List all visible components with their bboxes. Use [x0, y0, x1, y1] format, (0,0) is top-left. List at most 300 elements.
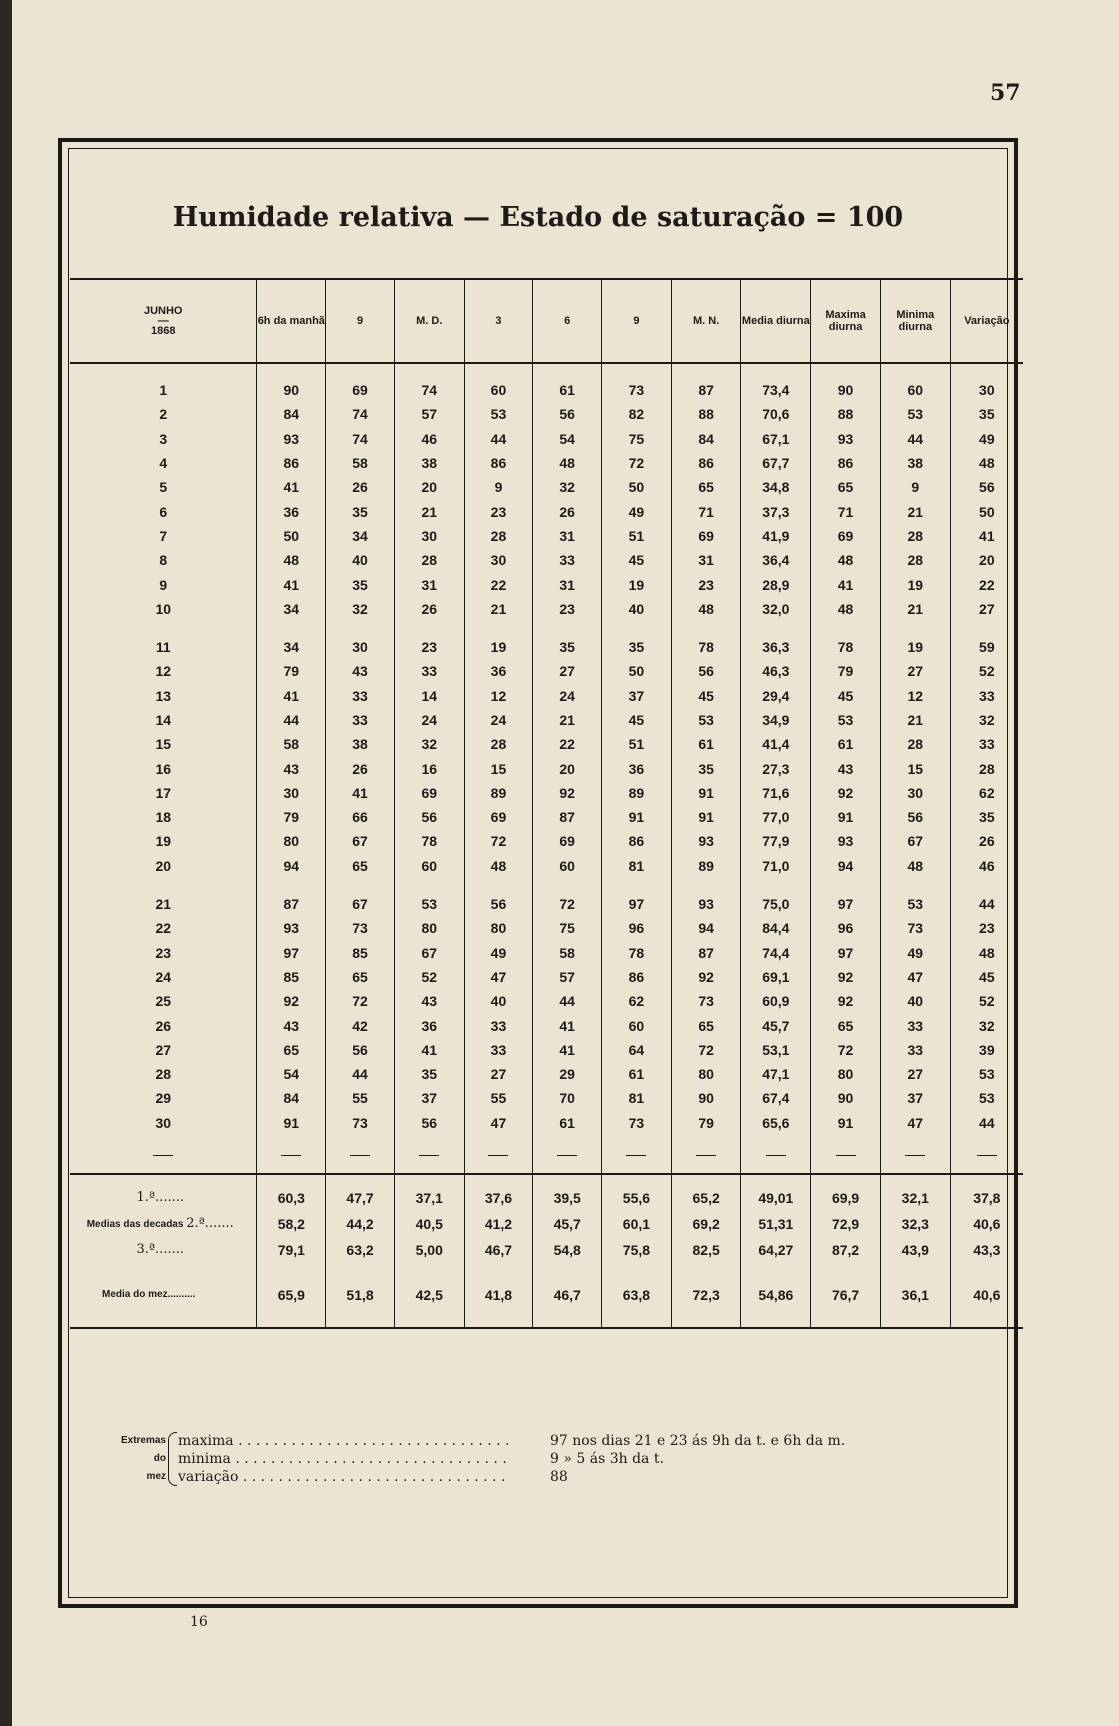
table-cell: 40: [326, 548, 395, 572]
table-cell: 97: [602, 878, 672, 916]
table-cell: 56: [394, 1111, 464, 1135]
table-cell: 21: [464, 597, 533, 621]
day-number: 5: [159, 479, 168, 496]
table-cell: 31: [671, 548, 741, 572]
table-cell: 66: [326, 805, 395, 829]
day-number: 29: [155, 1090, 172, 1107]
table-cell: 69,9: [811, 1174, 881, 1211]
header-variation: Variação: [950, 279, 1023, 363]
table-cell: 44: [257, 708, 326, 732]
table-cell: 52: [950, 989, 1023, 1013]
table-cell: 30: [394, 524, 464, 548]
table-cell: 75,8: [602, 1237, 672, 1263]
table-cell: 56: [950, 475, 1023, 499]
dash-mark: [153, 1155, 173, 1156]
dash-cell: [950, 1135, 1023, 1174]
dash-mark: [836, 1155, 856, 1156]
table-cell: 43: [257, 756, 326, 780]
table-cell: 47: [464, 1111, 533, 1135]
table-cell: 78: [394, 829, 464, 853]
table-cell: 65: [811, 1013, 881, 1037]
day-number: 1: [159, 382, 168, 399]
table-cell: 90: [811, 1086, 881, 1110]
dash-mark: [977, 1155, 997, 1156]
table-cell: 41: [533, 1013, 602, 1037]
decade-row: [70, 1174, 1023, 1211]
table-cell: 19: [602, 572, 672, 596]
table-cell: 37,6: [464, 1174, 533, 1211]
header-md: M. D.: [394, 279, 464, 363]
day-number: 3: [159, 430, 168, 447]
table-cell: 69: [671, 524, 741, 548]
table-cell: 51,31: [741, 1211, 811, 1237]
table-cell: 60: [880, 363, 950, 402]
table-cell: 34: [326, 524, 395, 548]
day-number: 14: [155, 712, 172, 728]
table-cell: 76,7: [811, 1263, 881, 1328]
table-row: [70, 402, 1023, 426]
table-cell: 52: [394, 965, 464, 989]
table-cell: 87,2: [811, 1237, 881, 1263]
table-cell: 36,4: [741, 548, 811, 572]
day-number: 26: [155, 1017, 172, 1034]
table-cell: 78: [602, 941, 672, 965]
table-cell: 80: [257, 829, 326, 853]
table-cell: 45: [671, 684, 741, 708]
table-cell: 26: [533, 499, 602, 523]
dash-cell: [671, 1135, 741, 1174]
table-cell: 22: [533, 732, 602, 756]
decade-rows: [70, 1174, 1023, 1328]
table-cell: 54,8: [533, 1237, 602, 1263]
table-cell: 47,7: [326, 1174, 395, 1211]
table-cell: 19: [464, 621, 533, 659]
table-row: [70, 1013, 1023, 1037]
table-cell: 5,00: [394, 1237, 464, 1263]
table-cell: 75: [602, 427, 672, 451]
table-cell: 37: [880, 1086, 950, 1110]
table-cell: 73: [671, 989, 741, 1013]
table-cell: 92: [811, 781, 881, 805]
table-cell: 69: [533, 829, 602, 853]
table-cell: 33: [880, 1013, 950, 1037]
table-cell: 23: [950, 916, 1023, 940]
table-row: [70, 854, 1023, 878]
table-cell: 44: [326, 1062, 395, 1086]
extreme-variation-value: 88: [550, 1469, 568, 1485]
table-cell: 61: [533, 1111, 602, 1135]
decade-label-cell: [70, 1174, 257, 1211]
table-cell: 61: [671, 732, 741, 756]
table-cell: 53: [880, 402, 950, 426]
humidity-table: [70, 278, 1023, 1329]
table-cell: 32: [950, 708, 1023, 732]
table-cell: 56: [533, 402, 602, 426]
table-cell: 33: [326, 684, 395, 708]
table-cell: 30: [880, 781, 950, 805]
table-cell: 51: [602, 732, 672, 756]
day-number: 25: [155, 993, 172, 1010]
table-row: [70, 878, 1023, 916]
table-cell: 92: [671, 965, 741, 989]
table-cell: 77,9: [741, 829, 811, 853]
table-cell: 41,2: [464, 1211, 533, 1237]
table-cell: 39: [950, 1038, 1023, 1062]
table-cell: 84,4: [741, 916, 811, 940]
table-cell: 65,2: [671, 1174, 741, 1211]
table-cell: 12: [464, 684, 533, 708]
header-mn: M. N.: [671, 279, 741, 363]
table-row: [70, 524, 1023, 548]
table-cell: 74: [326, 402, 395, 426]
table-row: [70, 1111, 1023, 1135]
page-binding-edge: [0, 0, 12, 1726]
signature-number: 16: [190, 1614, 208, 1630]
table-cell: 79: [257, 805, 326, 829]
table-cell: 60,3: [257, 1174, 326, 1211]
day-number: 7: [159, 527, 168, 544]
day-number: 6: [159, 503, 168, 520]
table-cell: 48: [811, 548, 881, 572]
dash-cell: [741, 1135, 811, 1174]
dash-mark: [557, 1155, 577, 1156]
table-row: [70, 708, 1023, 732]
table-cell: 74: [326, 427, 395, 451]
table-cell: 86: [811, 451, 881, 475]
table-cell: 86: [257, 451, 326, 475]
table-cell: 72: [671, 1038, 741, 1062]
dash-cell: [464, 1135, 533, 1174]
table-cell: 58: [257, 732, 326, 756]
table-cell: 21: [880, 499, 950, 523]
dash-cell: [880, 1135, 950, 1174]
table-row: [70, 572, 1023, 596]
dash-cell: [70, 1135, 257, 1174]
table-cell: 9: [464, 475, 533, 499]
dash-mark: [905, 1155, 925, 1156]
table-cell: 41: [257, 572, 326, 596]
dash-cell: [533, 1135, 602, 1174]
table-row: [70, 781, 1023, 805]
table-cell: 75: [533, 916, 602, 940]
table-cell: 74,4: [741, 941, 811, 965]
table-cell: 50: [950, 499, 1023, 523]
table-cell: 35: [602, 621, 672, 659]
table-cell: 82: [602, 402, 672, 426]
table-cell: 27: [533, 659, 602, 683]
table-cell: 34: [257, 621, 326, 659]
table-cell: 58: [326, 451, 395, 475]
table-cell: 33: [950, 684, 1023, 708]
table-cell: 45: [602, 548, 672, 572]
table-cell: 35: [950, 805, 1023, 829]
table-cell: 33: [950, 732, 1023, 756]
table-cell: 91: [671, 805, 741, 829]
dash-cell: [811, 1135, 881, 1174]
header-9pm: 9: [602, 279, 672, 363]
table-cell: 89: [602, 781, 672, 805]
table-cell: 72: [533, 878, 602, 916]
table-cell: 40,6: [950, 1211, 1023, 1237]
table-cell: 67,1: [741, 427, 811, 451]
table-row: [70, 659, 1023, 683]
table-row: [70, 427, 1023, 451]
header-year: 1868: [150, 325, 176, 337]
table-cell: 41: [950, 524, 1023, 548]
extreme-min-value: 9 » 5 ás 3h da t.: [550, 1451, 664, 1467]
table-cell: 26: [326, 475, 395, 499]
day-number: 24: [155, 968, 172, 985]
table-cell: 59: [950, 621, 1023, 659]
table-cell: 91: [671, 781, 741, 805]
table-cell: 61: [602, 1062, 672, 1086]
table-cell: 41: [394, 1038, 464, 1062]
table-cell: 69: [394, 781, 464, 805]
table-row: [70, 1062, 1023, 1086]
table-cell: 33: [464, 1038, 533, 1062]
table-cell: 60: [533, 854, 602, 878]
table-row: [70, 989, 1023, 1013]
table-cell: 41: [811, 572, 881, 596]
table-cell: 53,1: [741, 1038, 811, 1062]
table-cell: 36: [394, 1013, 464, 1037]
table-cell: 97: [811, 878, 881, 916]
table-cell: 73: [602, 1111, 672, 1135]
table-cell: 93: [671, 878, 741, 916]
dash-mark: [488, 1155, 508, 1156]
table-cell: 45: [602, 708, 672, 732]
table-cell: 79: [257, 659, 326, 683]
extreme-variation-label: variação . . .: [178, 1468, 508, 1486]
table-cell: 22: [464, 572, 533, 596]
table-cell: 65,6: [741, 1111, 811, 1135]
table-cell: 31: [394, 572, 464, 596]
table-cell: 73: [326, 1111, 395, 1135]
table-row: [70, 965, 1023, 989]
table-cell: 55: [464, 1086, 533, 1110]
table-cell: 65: [671, 1013, 741, 1037]
table-cell: 70: [533, 1086, 602, 1110]
decade-ordinal: 1.ª.......: [136, 1190, 184, 1206]
table-cell: 33: [533, 548, 602, 572]
table-cell: 20: [394, 475, 464, 499]
day-number: 30: [155, 1114, 172, 1131]
table-cell: 26: [950, 829, 1023, 853]
dash-mark: [350, 1155, 370, 1156]
table-cell: 36: [257, 499, 326, 523]
table-cell: 30: [464, 548, 533, 572]
table-cell: 53: [464, 402, 533, 426]
dash-mark: [419, 1155, 439, 1156]
table-cell: 61: [533, 363, 602, 402]
table-cell: 35: [950, 402, 1023, 426]
page-number: 57: [990, 80, 1021, 106]
header-3pm: 3: [464, 279, 533, 363]
table-cell: 54: [533, 427, 602, 451]
extremes-side-label: mez: [146, 1471, 166, 1482]
table-cell: 67: [326, 829, 395, 853]
table-cell: 46: [950, 854, 1023, 878]
table-cell: 37,8: [950, 1174, 1023, 1211]
table-cell: 32,0: [741, 597, 811, 621]
table-cell: 69: [326, 363, 395, 402]
extreme-max-label: maxima . . .: [178, 1432, 508, 1450]
table-cell: 48: [950, 451, 1023, 475]
table-row: [70, 684, 1023, 708]
table-cell: 43,9: [880, 1237, 950, 1263]
table-row: [70, 499, 1023, 523]
day-number: 19: [155, 833, 172, 850]
table-cell: 28: [950, 756, 1023, 780]
table-cell: 45: [811, 684, 881, 708]
table-cell: 90: [671, 1086, 741, 1110]
day-number: 8: [159, 552, 168, 569]
table-cell: 92: [533, 781, 602, 805]
header-month-name: JUNHO: [143, 305, 183, 317]
table-cell: 46: [394, 427, 464, 451]
extremes-side-label: Extremas: [120, 1435, 166, 1446]
table-cell: 54: [257, 1062, 326, 1086]
table-cell: 51,8: [326, 1263, 395, 1328]
table-cell: 62: [950, 781, 1023, 805]
table-cell: 81: [602, 1086, 672, 1110]
table-cell: 28: [880, 732, 950, 756]
table-cell: 91: [811, 1111, 881, 1135]
table-cell: 41,9: [741, 524, 811, 548]
table-cell: 87: [533, 805, 602, 829]
table-header-row: [70, 279, 1023, 363]
table-cell: 31: [533, 524, 602, 548]
table-cell: 94: [811, 854, 881, 878]
day-number: 12: [155, 663, 172, 680]
header-media: Media diurna: [741, 279, 811, 363]
table-cell: 60,9: [741, 989, 811, 1013]
table-cell: 41: [257, 684, 326, 708]
table-cell: 48: [811, 597, 881, 621]
table-cell: 72,3: [671, 1263, 741, 1328]
table-cell: 24: [394, 708, 464, 732]
table-cell: 93: [257, 916, 326, 940]
table-cell: 72: [326, 989, 395, 1013]
dash-cell: [394, 1135, 464, 1174]
day-number: 18: [155, 809, 172, 826]
table-cell: 79: [811, 659, 881, 683]
table-cell: 49: [950, 427, 1023, 451]
table-cell: 93: [257, 427, 326, 451]
table-cell: 46,3: [741, 659, 811, 683]
table-row: [70, 363, 1023, 402]
table-cell: 56: [880, 805, 950, 829]
table-cell: 35: [326, 572, 395, 596]
table-cell: 53: [950, 1086, 1023, 1110]
table-cell: 27,3: [741, 756, 811, 780]
table-cell: 65: [326, 965, 395, 989]
table-cell: 48: [257, 548, 326, 572]
table-cell: 90: [257, 363, 326, 402]
table-cell: 96: [602, 916, 672, 940]
table-cell: 14: [394, 684, 464, 708]
dash-mark: [696, 1155, 716, 1156]
table-cell: 32: [950, 1013, 1023, 1037]
table-cell: 45: [950, 965, 1023, 989]
table-cell: 52: [950, 659, 1023, 683]
table-cell: 72: [811, 1038, 881, 1062]
table-cell: 88: [671, 402, 741, 426]
table-cell: 92: [811, 965, 881, 989]
table-cell: 65,9: [257, 1263, 326, 1328]
table-cell: 84: [257, 1086, 326, 1110]
table-cell: 64,27: [741, 1237, 811, 1263]
table-cell: 41,8: [464, 1263, 533, 1328]
table-cell: 97: [257, 941, 326, 965]
table-cell: 58: [533, 941, 602, 965]
table-cell: 57: [394, 402, 464, 426]
table-cell: 30: [950, 363, 1023, 402]
table-cell: 92: [257, 989, 326, 1013]
dash-cell: [602, 1135, 672, 1174]
table-cell: 41: [533, 1038, 602, 1062]
table-cell: 91: [257, 1111, 326, 1135]
table-row: [70, 548, 1023, 572]
header-month: JUNHO — 1868: [70, 279, 257, 363]
table-cell: 80: [394, 916, 464, 940]
table-cell: 37: [602, 684, 672, 708]
table-cell: 94: [671, 916, 741, 940]
table-cell: 37,1: [394, 1174, 464, 1211]
table-cell: 24: [533, 684, 602, 708]
table-cell: 38: [880, 451, 950, 475]
table-cell: 86: [464, 451, 533, 475]
table-cell: 34,8: [741, 475, 811, 499]
table-cell: 53: [811, 708, 881, 732]
day-number: 9: [159, 576, 168, 593]
table-row: [70, 475, 1023, 499]
table-cell: 42: [326, 1013, 395, 1037]
table-cell: 41: [326, 781, 395, 805]
table-cell: 79: [671, 1111, 741, 1135]
table-cell: 54,86: [741, 1263, 811, 1328]
table-cell: 55,6: [602, 1174, 672, 1211]
table-cell: 29,4: [741, 684, 811, 708]
extremes-brace: [168, 1432, 177, 1486]
table-cell: 93: [671, 829, 741, 853]
table-cell: 78: [671, 621, 741, 659]
decade-row: [70, 1211, 1023, 1237]
table-cell: 65: [811, 475, 881, 499]
table-cell: 91: [602, 805, 672, 829]
table-cell: 28: [880, 524, 950, 548]
decade-label-cell: [70, 1237, 257, 1263]
day-number: 13: [155, 687, 172, 704]
dash-cell: [257, 1135, 326, 1174]
table-cell: 35: [533, 621, 602, 659]
table-cell: 75,0: [741, 878, 811, 916]
table-cell: 60: [602, 1013, 672, 1037]
table-cell: 23: [533, 597, 602, 621]
table-cell: 46,7: [464, 1237, 533, 1263]
table-cell: 29: [533, 1062, 602, 1086]
table-cell: 43: [394, 989, 464, 1013]
table-cell: 27: [464, 1062, 533, 1086]
table-cell: 86: [602, 829, 672, 853]
table-cell: 77,0: [741, 805, 811, 829]
table-cell: 23: [394, 621, 464, 659]
table-cell: 60: [464, 363, 533, 402]
table-row: [70, 621, 1023, 659]
day-number: 27: [155, 1041, 172, 1058]
table-cell: 22: [950, 572, 1023, 596]
table-cell: 36,1: [880, 1263, 950, 1328]
